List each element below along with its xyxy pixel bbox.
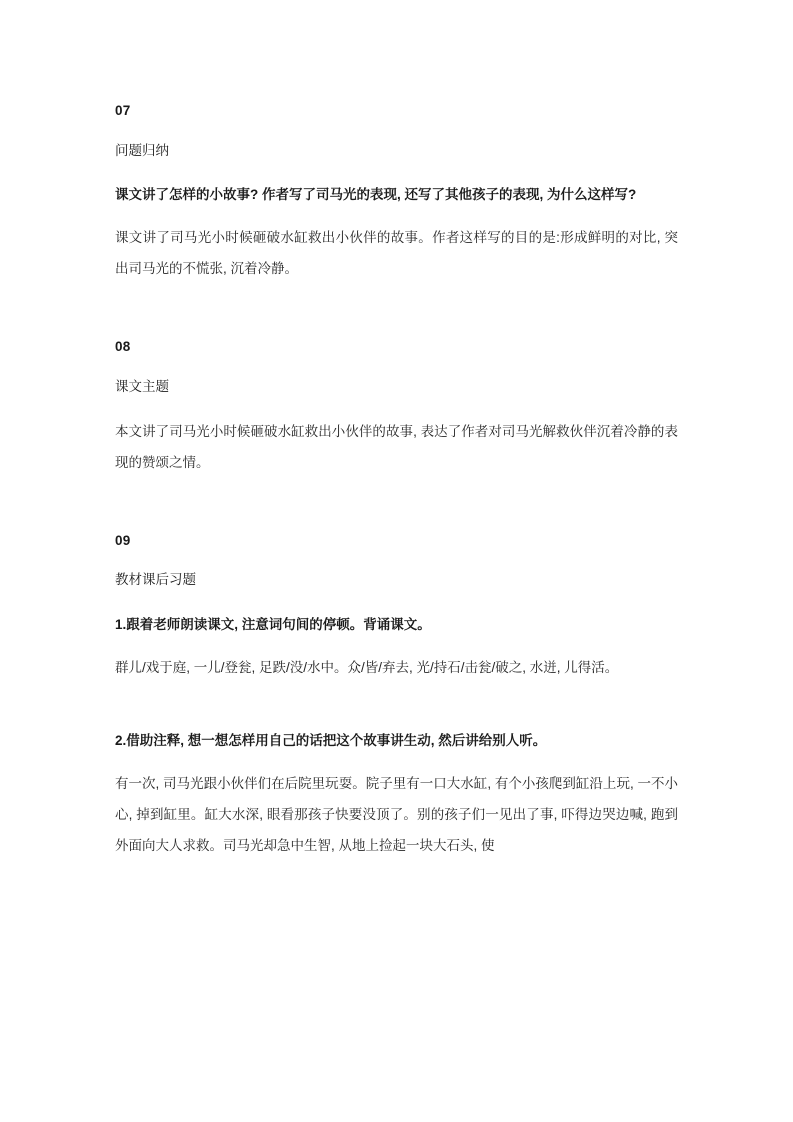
section-08 (115, 336, 678, 477)
exercise-answer-1: 群儿/戏于庭, 一儿/登瓮, 足跌/没/水中。众/皆/弃去, 光/持石/击瓮/破之, 水迸, 儿得活。 (115, 659, 619, 675)
section-label: 课文主题 (115, 378, 169, 394)
section-number: 07 (115, 103, 131, 118)
section-label: 问题归纳 (115, 142, 169, 158)
exercise-prompt-1: 1.跟着老师朗读课文, 注意词句间的停顿。背诵课文。 (115, 616, 431, 632)
exercise-prompt-2: 2.借助注释, 想一想怎样用自己的话把这个故事讲生动, 然后讲给别人听。 (115, 732, 547, 748)
section-body: 本文讲了司马光小时候砸破水缸救出小伙伴的故事, 表达了作者对司马光解救伙伴沉着冷静的表现的赞颂之情。 (115, 423, 678, 470)
section-07 (115, 100, 678, 284)
section-question: 课文讲了怎样的小故事? 作者写了司马光的表现, 还写了其他孩子的表现, 为什么这样写? (115, 187, 637, 203)
section-number: 09 (115, 532, 131, 548)
section-number: 08 (115, 339, 131, 355)
spacer (115, 296, 678, 336)
section-answer: 课文讲了司马光小时候砸破水缸救出小伙伴的故事。作者这样写的目的是:形成鲜明的对比, 突出司马光的不慌张, 沉着冷静。 (115, 230, 678, 277)
section-label: 教材课后习题 (115, 572, 196, 588)
spacer (115, 695, 678, 725)
section-09 (115, 530, 678, 861)
spacer (115, 490, 678, 530)
exercise-answer-2: 有一次, 司马光跟小伙伴们在后院里玩耍。院子里有一口大水缸, 有个小孩爬到缸沿上玩, 一不小心, 掉到缸里。缸大水深, 眼看那孩子快要没顶了。别的孩子们一见出了事, 吓得边哭边喊, 跑到外面向大人求救。司马光却急中生智, 从地上捡起一块大石头, 使 (115, 775, 678, 854)
